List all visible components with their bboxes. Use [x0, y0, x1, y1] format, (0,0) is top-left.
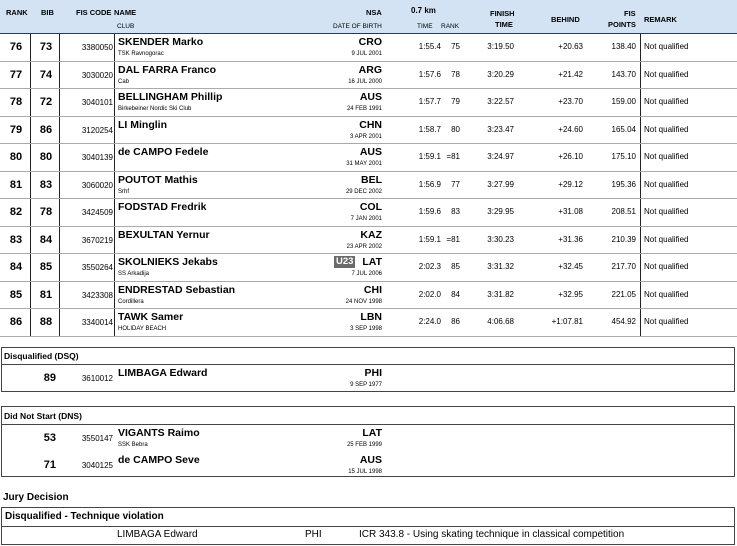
remark: Not qualified	[644, 152, 689, 161]
nsa: CRO	[358, 36, 382, 48]
jury-decision-title: Jury Decision	[3, 492, 69, 503]
result-row	[0, 199, 737, 227]
finish-time: 3:19.50	[487, 42, 514, 51]
col-behind-header: BEHIND	[551, 15, 580, 24]
athlete-name: LIMBAGA Edward	[118, 367, 208, 379]
jury-decision-box	[1, 507, 735, 545]
bib: 83	[39, 178, 53, 191]
remark: Not qualified	[644, 124, 689, 134]
club: Srhf	[118, 188, 130, 195]
remark: Not qualified	[644, 97, 689, 106]
finish-time: 4:06.68	[487, 317, 514, 326]
split-rank: 85	[451, 262, 460, 271]
col-interval-header: 0.7 km	[411, 6, 436, 15]
finish-time: 3:24.97	[487, 152, 514, 161]
nsa: AUS	[359, 146, 382, 158]
col-dob-header: DATE OF BIRTH	[333, 23, 382, 30]
result-row	[0, 144, 737, 172]
behind: +31.36	[558, 234, 583, 244]
nsa: LBN	[360, 311, 382, 323]
date-of-birth: 29 DEC 2002	[345, 188, 382, 195]
status-row	[0, 452, 737, 479]
remark: Not qualified	[644, 179, 689, 189]
fis-code: 3670219	[81, 235, 113, 245]
fis-code: 3060020	[81, 180, 113, 190]
behind: +23.70	[558, 97, 583, 106]
split-time: 1:57.7	[418, 97, 441, 106]
athlete-name: ENDRESTAD Sebastian	[118, 283, 236, 296]
nsa: AUS	[359, 454, 382, 466]
athlete-name: FODSTAD Fredrik	[118, 201, 207, 213]
split-time: 1:55.4	[418, 42, 441, 51]
fis-code: 3424509	[81, 208, 113, 217]
fis-code: 3380050	[81, 43, 113, 52]
club: SS Arkadija	[118, 271, 150, 277]
behind: +1:07.81	[551, 317, 583, 326]
club: SSK Bebra	[118, 442, 148, 448]
bib: 78	[39, 206, 53, 218]
bib: 81	[39, 288, 53, 301]
fis-code: 3550264	[81, 263, 113, 272]
rank: 81	[9, 178, 23, 191]
jury-decision-heading: Disqualified - Technique violation	[5, 511, 164, 522]
finish-time: 3:31.82	[487, 289, 514, 299]
fis-points: 210.39	[611, 234, 636, 244]
split-time: 2:24.0	[418, 317, 441, 326]
col-fis-points-header-line1: FIS	[624, 9, 636, 18]
club: Cab	[118, 78, 130, 85]
split-rank: 80	[451, 124, 460, 134]
rank: 86	[9, 316, 23, 328]
jury-athlete-nsa: PHI	[305, 529, 322, 540]
athlete-name: de CAMPO Fedele	[118, 146, 209, 158]
fis-code: 3030020	[81, 70, 113, 80]
behind: +21.42	[558, 69, 583, 79]
jury-athlete-name: LIMBAGA Edward	[117, 529, 198, 540]
split-time: 1:59.6	[418, 207, 441, 216]
athlete-name: BEXULTAN Yernur	[118, 228, 210, 241]
split-rank: 79	[451, 97, 460, 106]
fis-points: 454.92	[611, 317, 636, 326]
split-time: 2:02.0	[418, 289, 441, 299]
athlete-name: de CAMPO Seve	[118, 454, 200, 466]
nsa: KAZ	[360, 228, 382, 241]
finish-time: 3:23.47	[487, 124, 514, 134]
split-time: 1:58.7	[418, 124, 441, 134]
nsa: LAT	[362, 256, 382, 268]
result-row	[0, 62, 737, 90]
result-row	[0, 254, 737, 282]
bib: 89	[43, 372, 56, 384]
split-rank: 86	[451, 317, 460, 326]
bib: 72	[39, 96, 53, 108]
rank: 82	[9, 206, 23, 218]
fis-points: 138.40	[611, 42, 636, 51]
fis-points: 143.70	[611, 69, 636, 79]
dsq-title: Disqualified (DSQ)	[4, 351, 79, 361]
athlete-name: SKENDER Marko	[118, 36, 204, 48]
nsa: BEL	[361, 173, 382, 186]
behind: +31.08	[558, 207, 583, 216]
date-of-birth: 3 SEP 1998	[350, 326, 382, 332]
fis-points: 195.36	[611, 179, 636, 189]
fis-code: 3423308	[81, 290, 113, 300]
nsa: LAT	[362, 427, 382, 439]
fis-code: 3340014	[81, 318, 113, 327]
rank: 76	[9, 41, 23, 53]
u23-badge: U23	[336, 256, 354, 267]
remark: Not qualified	[644, 207, 689, 216]
rank: 85	[9, 288, 23, 301]
result-row	[0, 282, 737, 310]
club: TSK Ravnogorac	[118, 51, 164, 57]
bib: 86	[39, 123, 53, 136]
col-bib-header: BIB	[41, 8, 54, 17]
club: Birkebeiner Nordic Ski Club	[118, 106, 192, 112]
fis-points: 159.00	[611, 97, 636, 106]
athlete-name: BELLINGHAM Phillip	[118, 91, 223, 103]
fis-code: 3550147	[81, 434, 113, 443]
athlete-name: SKOLNIEKS Jekabs	[118, 256, 218, 268]
split-time: 1:56.9	[418, 179, 441, 189]
col-remark-header: REMARK	[644, 15, 677, 24]
col-fis-points-header-line2: POINTS	[608, 20, 636, 29]
nsa: CHI	[363, 283, 382, 296]
date-of-birth: 3 APR 2001	[349, 133, 382, 140]
fis-code: 3040139	[81, 153, 113, 162]
col-split-rank-header: RANK	[441, 23, 460, 30]
col-rank-header: RANK	[6, 8, 28, 17]
finish-time: 3:31.32	[487, 262, 514, 271]
col-name-header: NAME	[114, 8, 137, 17]
remark: Not qualified	[644, 234, 689, 244]
date-of-birth: 24 NOV 1998	[345, 298, 382, 305]
finish-time: 3:22.57	[487, 97, 514, 106]
nsa: COL	[359, 201, 382, 213]
remark: Not qualified	[644, 262, 689, 271]
col-nsa-header: NSA	[366, 8, 382, 17]
nsa: AUS	[359, 91, 382, 103]
bib: 71	[43, 459, 56, 471]
bib: 73	[39, 41, 53, 53]
rank: 78	[9, 96, 23, 108]
results-table-header	[0, 0, 737, 34]
status-row	[0, 425, 737, 452]
behind: +29.12	[558, 179, 583, 189]
bib: 53	[43, 432, 56, 444]
fis-points: 175.10	[611, 152, 636, 161]
date-of-birth: 7 JAN 2001	[350, 216, 382, 222]
dns-title: Did Not Start (DNS)	[4, 411, 82, 421]
bib: 74	[39, 68, 53, 81]
behind: +20.63	[558, 42, 583, 51]
col-club-header: CLUB	[117, 23, 135, 30]
remark: Not qualified	[644, 317, 689, 326]
bib: 85	[39, 261, 53, 273]
fis-points: 165.04	[611, 124, 636, 134]
rank: 77	[9, 68, 23, 81]
split-time: 1:59.1	[418, 234, 441, 244]
result-row	[0, 34, 737, 62]
finish-time: 3:20.29	[487, 69, 514, 79]
col-finish-header-line1: FINISH	[490, 9, 515, 18]
result-row	[0, 227, 737, 255]
fis-code: 3120254	[81, 125, 113, 135]
finish-time: 3:27.99	[487, 179, 514, 189]
result-row	[0, 117, 737, 145]
split-rank: 77	[451, 179, 460, 189]
date-of-birth: 16 JUL 2000	[348, 78, 382, 85]
date-of-birth: 9 SEP 1977	[350, 382, 382, 388]
finish-time: 3:30.23	[487, 234, 514, 244]
bib: 88	[39, 316, 53, 328]
athlete-name: VIGANTS Raimo	[118, 427, 200, 439]
athlete-name: TAWK Samer	[118, 311, 184, 323]
date-of-birth: 31 MAY 2001	[346, 161, 382, 167]
athlete-name: POUTOT Mathis	[118, 173, 198, 186]
behind: +24.60	[558, 124, 583, 134]
fis-points: 208.51	[611, 207, 636, 216]
col-finish-header-line2: TIME	[495, 20, 513, 29]
club: HOLIDAY BEACH	[118, 326, 167, 332]
split-time: 1:57.6	[418, 69, 441, 79]
rank: 80	[9, 151, 23, 163]
fis-code: 3040101	[81, 98, 113, 107]
rank: 84	[9, 261, 23, 273]
behind: +32.45	[558, 262, 583, 271]
split-time: 2:02.3	[418, 262, 441, 271]
remark: Not qualified	[644, 289, 689, 299]
fis-points: 217.70	[611, 262, 636, 271]
result-row	[0, 309, 737, 337]
nsa: PHI	[364, 367, 382, 379]
behind: +26.10	[558, 152, 583, 161]
date-of-birth: 25 FEB 1999	[346, 442, 382, 448]
bib: 84	[39, 233, 53, 246]
status-row	[0, 365, 737, 392]
split-rank: 78	[451, 69, 460, 79]
jury-reason: ICR 343.8 - Using skating technique in classical competition	[359, 529, 625, 540]
split-rank: =81	[446, 234, 460, 244]
rank: 83	[9, 233, 23, 246]
result-row	[0, 89, 737, 117]
rank: 79	[9, 123, 23, 136]
split-rank: 75	[451, 42, 460, 51]
split-rank: =81	[446, 152, 460, 161]
remark: Not qualified	[644, 42, 689, 51]
fis-code: 3610012	[81, 374, 113, 383]
bib: 80	[39, 151, 53, 163]
nsa: CHN	[359, 118, 382, 131]
athlete-name: LI Minglin	[118, 118, 167, 131]
athlete-name: DAL FARRA Franco	[118, 63, 217, 76]
col-fis-code-header: FIS CODE	[76, 8, 112, 17]
behind: +32.95	[558, 289, 583, 299]
fis-points: 221.05	[611, 289, 636, 299]
date-of-birth: 9 JUL 2001	[351, 51, 382, 57]
split-rank: 83	[451, 207, 460, 216]
split-time: 1:59.1	[418, 152, 441, 161]
date-of-birth: 23 APR 2002	[346, 243, 382, 250]
split-rank: 84	[451, 289, 460, 299]
col-split-time-header: TIME	[417, 23, 433, 30]
nsa: ARG	[358, 63, 382, 76]
date-of-birth: 24 FEB 1991	[346, 106, 382, 112]
finish-time: 3:29.95	[487, 207, 514, 216]
date-of-birth: 15 JUL 1998	[348, 469, 382, 475]
fis-code: 3040125	[81, 461, 113, 470]
result-row	[0, 172, 737, 200]
club: Cordillera	[118, 298, 144, 305]
date-of-birth: 7 JUL 2006	[351, 271, 382, 277]
remark: Not qualified	[644, 69, 689, 79]
